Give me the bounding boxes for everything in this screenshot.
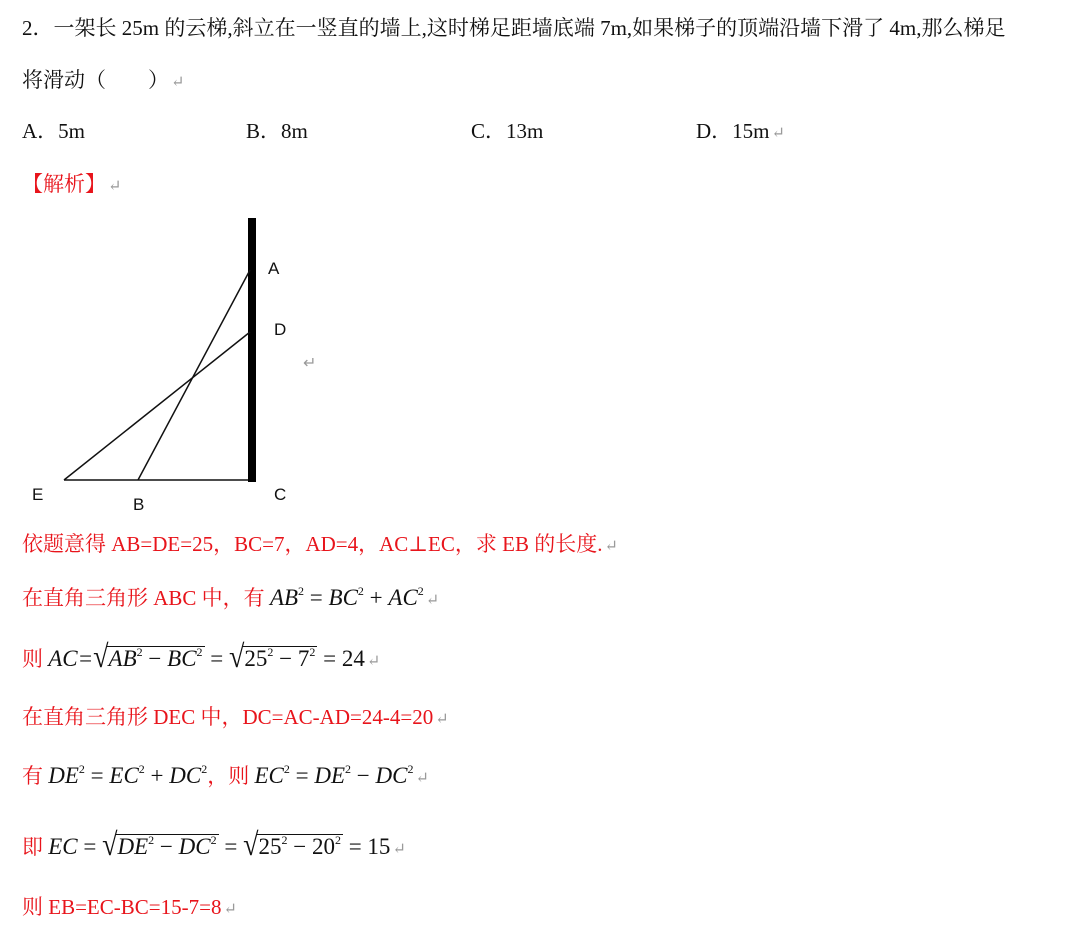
eq-op: = — [304, 585, 329, 610]
eq-term: DE — [117, 834, 149, 859]
eq-op: − — [142, 646, 168, 671]
analysis-heading — [22, 170, 121, 201]
exponent: 2 — [357, 584, 364, 598]
exponent: 2 — [148, 833, 155, 847]
solution-text-4: 在直角三角形 DEC 中，DC=AC-AD=24-4=20 — [22, 705, 434, 729]
eq-op: = — [218, 834, 244, 859]
radicand — [242, 646, 317, 671]
equation-pythagoras-abc — [270, 585, 424, 610]
option-a: A．5m — [22, 119, 85, 143]
return-mark-icon: ↵ — [303, 355, 317, 372]
return-mark-icon: ↵ — [771, 125, 785, 142]
equation-ec — [48, 827, 391, 864]
exponent: 2 — [267, 645, 274, 659]
eq-result: = 15 — [342, 834, 391, 859]
solution-text-5: 有 — [22, 764, 49, 788]
eq-term: DC — [169, 763, 202, 788]
option-d-text: D．15m — [696, 119, 770, 143]
eq-term: AB — [108, 646, 137, 671]
label-d: D — [274, 320, 287, 339]
solution-step-1 — [22, 530, 618, 561]
analysis-title: 【解析】 — [22, 172, 106, 196]
return-mark-icon: ↵ — [425, 592, 440, 609]
radicand — [116, 834, 219, 859]
exponent: 2 — [78, 762, 85, 776]
solution-step-3 — [22, 639, 381, 676]
eq-op: − — [351, 763, 376, 788]
eq-op: − — [273, 646, 298, 671]
solution-text-5b: ，则 — [207, 764, 255, 788]
return-mark-icon: ↵ — [366, 653, 381, 670]
return-mark-icon: ↵ — [392, 841, 406, 858]
exponent: 2 — [345, 762, 352, 776]
solution-step-2 — [22, 584, 439, 615]
sqrt-icon: √ — [243, 827, 259, 864]
solution-text-3: 则 — [22, 647, 49, 671]
label-e: E — [32, 485, 44, 504]
eq-op: = — [84, 763, 110, 788]
label-c: C — [274, 485, 287, 504]
exponent: 2 — [417, 584, 424, 598]
solution-step-7 — [22, 893, 237, 924]
eq-op: = — [204, 646, 230, 671]
sqrt-icon: √ — [93, 639, 109, 676]
eq-number: 7 — [297, 646, 310, 671]
problem-text-2: 将滑动（ ） — [22, 68, 169, 92]
return-mark-icon: ↵ — [223, 901, 237, 918]
eq-term: BC — [328, 585, 358, 610]
exponent: 2 — [138, 762, 145, 776]
eq-term: BC — [167, 646, 197, 671]
eq-result: = 24 — [317, 646, 365, 671]
eq-number: 25 — [258, 834, 282, 859]
eq-op: − — [287, 834, 312, 859]
eq-term: AB — [269, 585, 299, 610]
eq-term: DC — [375, 763, 408, 788]
sqrt-icon: √ — [102, 827, 118, 864]
eq-term: DE — [48, 763, 79, 788]
eq-op: = — [289, 763, 315, 788]
option-b: B．8m — [246, 119, 308, 143]
eq-term: AC — [388, 585, 418, 610]
exponent: 2 — [407, 762, 414, 776]
solution-text-6: 即 — [22, 835, 49, 859]
exponent: 2 — [281, 833, 288, 847]
eq-term: DC — [178, 834, 211, 859]
return-mark-icon: ↵ — [604, 538, 618, 555]
return-mark-icon: ↵ — [171, 74, 185, 91]
exponent: 2 — [136, 645, 143, 659]
exponent: 2 — [210, 833, 217, 847]
radicand — [107, 646, 205, 671]
eq-term: EC — [48, 834, 78, 859]
exponent: 2 — [309, 645, 316, 659]
exponent: 2 — [298, 584, 305, 598]
solution-step-4 — [22, 703, 449, 734]
solution-step-5 — [22, 762, 429, 793]
exponent: 2 — [201, 762, 208, 776]
equation-ac — [48, 639, 365, 676]
exponent: 2 — [334, 833, 341, 847]
eq-number: 20 — [311, 834, 335, 859]
label-b: B — [133, 495, 145, 514]
exponent: 2 — [283, 762, 290, 776]
sqrt-icon: √ — [229, 639, 245, 676]
radicand — [256, 834, 342, 859]
return-mark-icon: ↵ — [435, 711, 449, 728]
return-mark-icon: ↵ — [108, 178, 122, 195]
equation-pythagoras-dec — [48, 763, 207, 788]
eq-op: + — [363, 585, 389, 610]
problem-line-1 — [22, 14, 1006, 42]
option-d — [696, 117, 785, 148]
eq-number: 25 — [244, 646, 268, 671]
eq-term: AC= — [48, 646, 94, 671]
exponent: 2 — [196, 645, 203, 659]
solution-text-2: 在直角三角形 ABC 中，有 — [22, 586, 270, 610]
eq-term: DE — [314, 763, 346, 788]
eq-op: − — [154, 834, 179, 859]
problem-text-1: 2．一架长 25m 的云梯,斜立在一竖直的墙上,这时梯足距墙底端 7m,如果梯子的顶端沿墙下滑了 4m,那么梯足 — [22, 16, 1006, 40]
ladder-diagram — [0, 210, 340, 520]
eq-term: EC — [254, 763, 284, 788]
problem-line-2 — [22, 66, 184, 97]
return-mark-icon: ↵ — [415, 770, 429, 787]
solution-text-1: 依题意得 AB=DE=25，BC=7，AD=4，AC⊥EC，求 EB 的长度. — [22, 532, 603, 556]
eq-term: EC — [109, 763, 139, 788]
solution-step-6 — [22, 827, 406, 864]
eq-op: + — [144, 763, 170, 788]
ladder-ab — [138, 270, 250, 480]
label-a: A — [268, 259, 280, 278]
eq-op: = — [77, 834, 103, 859]
ladder-de — [64, 332, 250, 480]
option-c: C．13m — [471, 119, 544, 143]
equation-ec-squared — [254, 763, 413, 788]
solution-text-7: 则 EB=EC-BC=15-7=8 — [22, 895, 222, 919]
